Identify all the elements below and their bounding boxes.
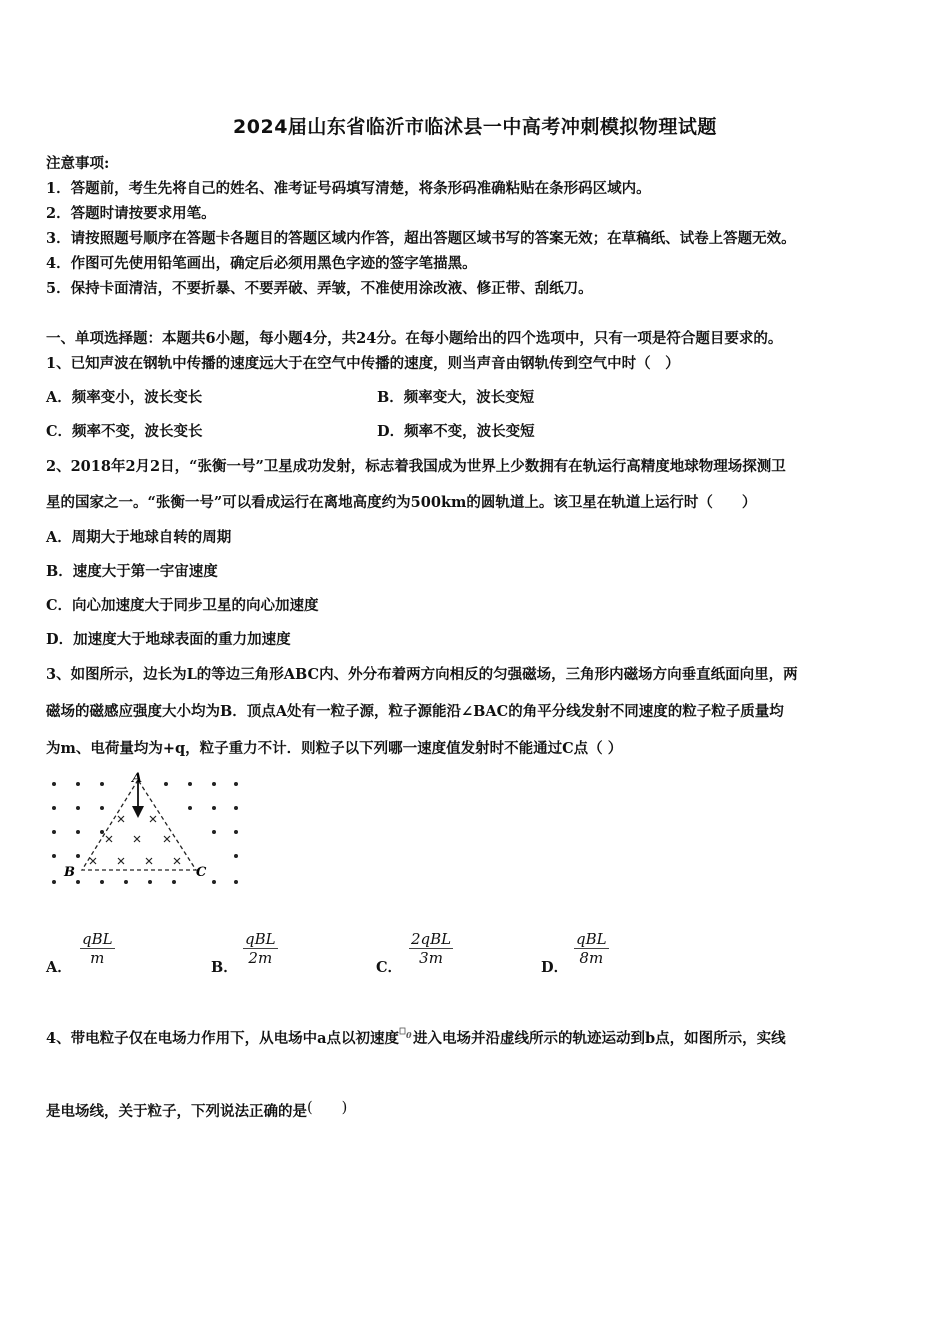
page-title: 2024届山东省临沂市临沭县一中高考冲刺模拟物理试题 [233,116,717,138]
magnetic-field-triangle-figure [46,772,241,894]
q3-option-b-label: B． [211,959,238,976]
field-dots-outward [52,782,238,884]
notice-heading: 注意事项: [46,155,110,172]
q4-stem-part1: 4、带电粒子仅在电场力作用下，从电场中a点以初速度 [46,1030,399,1047]
q4-answer-paren: ( ) [307,1100,348,1116]
fraction-numerator: 2qBL [411,930,452,948]
section-heading: 一、单项选择题：本题共6小题，每小题4分，共24分。在每小题给出的四个选项中，只有一项是符合题目要求的。 [46,330,783,347]
q2-option-d: D．加速度大于地球表面的重力加速度 [46,631,291,648]
q1-option-b: B．频率变大，波长变短 [377,389,535,406]
q3-option-c-fraction [409,930,453,967]
fraction-denominator: 2m [248,949,273,967]
q2-option-b: B．速度大于第一宇宙速度 [46,563,218,580]
question-4-stem-line2 [46,1100,347,1121]
question-1-stem: 1、已知声波在钢轨中传播的速度远大于在空气中传播的速度，则当声音由钢轨传到空气中时（ ） [46,355,680,372]
fraction-numerator: qBL [245,930,276,948]
fraction-denominator: m [90,949,105,967]
question-2-stem-line1: 2、2018年2月2日，“张衡一号”卫星成功发射，标志着我国成为世界上少数拥有在轨运行高精度地球物理场探测卫 [46,458,786,475]
q3-option-c-label: C． [376,959,403,976]
triangle-diagram [46,772,241,890]
vertex-b-label: B [64,865,75,880]
q1-option-c: C．频率不变，波长变长 [46,423,203,440]
question-3-stem-line3: 为m、电荷量均为+q，粒子重力不计．则粒子以下列哪一速度值发射时不能通过C点（ ） [46,740,623,757]
notice-item: 3．请按照题号顺序在答题卡各题目的答题区域内作答，超出答题区域书写的答案无效；在草稿纸、试卷上答题无效。 [46,230,796,247]
question-4-stem-line1 [46,1027,786,1048]
q4-stem-part2: 进入电场并沿虚线所示的轨迹运动到b点，如图所示，实线 [412,1030,786,1047]
q3-option-a-fraction [80,930,115,967]
question-3-stem-line2: 磁场的磁感应强度大小均为B．顶点A处有一粒子源，粒子源能沿∠BAC的角平分线发射不同速度的粒子粒子质量均 [46,703,784,720]
fraction-numerator: qBL [576,930,607,948]
q3-option-b-fraction [243,930,278,967]
q2-option-a: A．周期大于地球自转的周期 [46,529,232,546]
initial-velocity-symbol-icon [399,1027,413,1039]
q1-option-d: D．频率不变，波长变短 [377,423,535,440]
q4-stem-part3: 是电场线，关于粒子，下列说法正确的是 [46,1103,307,1120]
q3-option-a-label: A． [46,959,72,976]
q1-option-a: A．频率变小，波长变长 [46,389,203,406]
fraction-numerator: qBL [82,930,113,948]
q2-option-c: C．向心加速度大于同步卫星的向心加速度 [46,597,319,614]
question-2-stem-line2: 星的国家之一。“张衡一号”可以看成运行在离地高度约为500km的圆轨道上。该卫星在轨道上运行时（ ） [46,494,757,511]
triangle-abc [82,780,196,870]
fraction-denominator: 3m [419,949,443,967]
svg-text:0: 0 [405,1030,412,1039]
notice-item: 4．作图可先使用铅笔画出，确定后必须用黑色字迹的签字笔描黑。 [46,255,477,272]
velocity-arrowhead [132,806,144,818]
vertex-a-label: A [132,772,143,786]
notice-item: 2．答题时请按要求用笔。 [46,205,216,222]
question-3-stem-line1: 3、如图所示，边长为L的等边三角形ABC内、外分布着两方向相反的匀强磁场，三角形内磁场方向垂直纸面向里，两 [46,666,798,683]
q3-option-d-fraction [574,930,609,967]
q3-option-d-label: D． [541,959,569,976]
vertex-c-label: C [196,865,207,880]
notice-item: 5．保持卡面清洁，不要折暴、不要弄破、弄皱，不准使用涂改液、修正带、刮纸刀。 [46,280,593,297]
notice-item: 1．答题前，考生先将自己的姓名、准考证号码填写清楚，将条形码准确粘贴在条形码区域内。 [46,180,651,197]
fraction-denominator: 8m [579,949,604,967]
